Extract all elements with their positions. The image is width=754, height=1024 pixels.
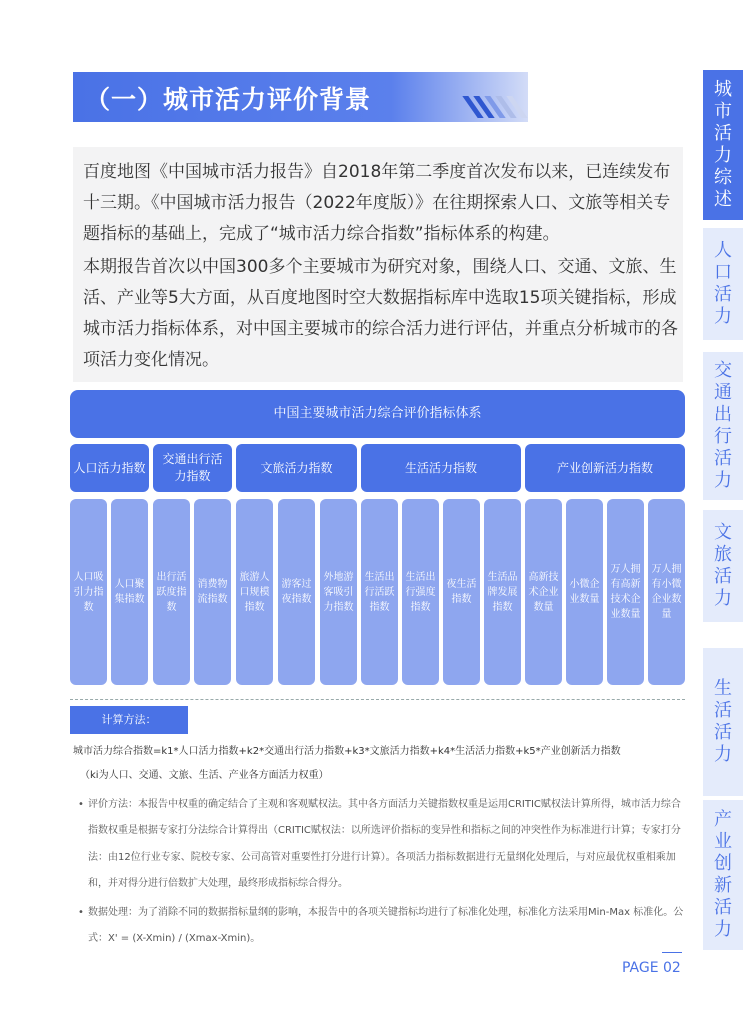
indicator-box: 小微企业数量 xyxy=(566,499,603,685)
indicator-box: 旅游人口规模指数 xyxy=(236,499,273,685)
indicator-box: 外地游客吸引力指数 xyxy=(320,499,357,685)
side-tab-culture-tourism-vitality[interactable] xyxy=(703,510,743,622)
page-number: PAGE 02 xyxy=(622,960,681,976)
indicator-box: 生活出行活跃指数 xyxy=(361,499,398,685)
divider xyxy=(70,699,685,700)
intro-paragraph-2: 本期报告首次以中国300多个主要城市为研究对象，围绕人口、交通、文旅、生活、产业等5大方面，从百度地图时空大数据指标库中选取15项关键指标，形成城市活力指标体系，对中国主要城市的综合活力进行评估，并重点分析城市的各项活力变化情况。 xyxy=(83,257,678,370)
bullet-icon: • xyxy=(78,907,84,918)
calc-method-label: 计算方法： xyxy=(70,706,188,734)
side-tab-industry-innovation-vitality[interactable] xyxy=(703,800,743,950)
side-nav xyxy=(703,70,743,950)
note-data-processing xyxy=(78,900,684,953)
side-tab-label: 文旅活力 xyxy=(714,522,732,609)
indicator-box: 出行活跃度指数 xyxy=(153,499,190,685)
side-tab-label: 产业创新活力 xyxy=(714,809,732,940)
diagram-title: 中国主要城市活力综合评价指标体系 xyxy=(70,390,685,438)
indicator-box: 人口吸引力指数 xyxy=(70,499,107,685)
category-box: 文旅活力指数 xyxy=(236,444,357,492)
indicator-box: 夜生活指数 xyxy=(443,499,480,685)
indicator-box: 人口聚集指数 xyxy=(111,499,148,685)
indicator-box: 万人拥有高新技术企业数量 xyxy=(607,499,644,685)
intro-paragraph-1: 百度地图《中国城市活力报告》自2018年第二季度首次发布以来，已连续发布十三期。《中国城市活力报告（2022年度版）》在往期探索人口、文旅等相关专题指标的基础上，完成了“城市活力综合指数”指标体系的构建。 xyxy=(83,162,671,244)
formula-text: 城市活力综合指数=k1*人口活力指数+k2*交通出行活力指数+k3*文旅活力指数+k4*生活活力指数+k5*产业创新活力指数 xyxy=(73,746,621,757)
note-text: 数据处理：为了消除不同的数据指标量纲的影响，本报告中的各项关键指标均进行了标准化处理，标准化方法采用Min-Max 标准化。公式：X' = (X-Xmin) / (Xmax-Xmin)。 xyxy=(88,907,684,945)
side-tab-label: 生活活力 xyxy=(714,678,732,765)
category-box: 生活活力指数 xyxy=(361,444,521,492)
title-stripes-decoration xyxy=(470,96,524,118)
indicator-box: 万人拥有小微企业数量 xyxy=(648,499,685,685)
side-tab-label: 城市活力综述 xyxy=(714,79,732,210)
side-tab-transport-vitality[interactable] xyxy=(703,352,743,500)
side-tab-label: 交通出行活力 xyxy=(714,360,732,491)
indicator-box: 消费物流指数 xyxy=(194,499,231,685)
category-box: 交通出行活力指数 xyxy=(153,444,232,492)
category-box: 产业创新活力指数 xyxy=(525,444,685,492)
page-number-rule xyxy=(662,952,682,953)
note-evaluation-method xyxy=(78,792,684,897)
section-title: （一）城市活力评价背景 xyxy=(85,85,372,114)
category-box: 人口活力指数 xyxy=(70,444,149,492)
intro-box xyxy=(73,147,683,382)
side-tab-life-vitality[interactable] xyxy=(703,648,743,796)
side-tab-population-vitality[interactable] xyxy=(703,228,743,340)
bullet-icon: • xyxy=(78,799,84,810)
indicator-box: 生活出行强度指数 xyxy=(402,499,439,685)
formula-note: （ki为人口、交通、文旅、生活、产业各方面活力权重） xyxy=(80,770,329,781)
indicator-box: 高新技术企业数量 xyxy=(525,499,562,685)
section-title-bar xyxy=(73,72,528,122)
note-text: 评价方法：本报告中权重的确定结合了主观和客观赋权法。其中各方面活力关键指数权重是运用CRITIC赋权法计算所得，城市活力综合指数权重是根据专家打分法综合计算得出（CRITIC赋权法：以所选评价指标的变异性和指标之间的冲突性作为标准进行计算；专家打分法：由12位行业专家、院校专家、公司高管对重要性打分进行计算）。各项活力指标数据进行无量纲化处理后，与对应最优权重相乘加和，并对得分进行倍数扩大处理，最终形成指标综合得分。 xyxy=(88,799,681,889)
side-tab-label: 人口活力 xyxy=(714,240,732,327)
side-tab-city-vitality-overview[interactable] xyxy=(703,70,743,220)
indicator-box: 生活品牌发展指数 xyxy=(484,499,521,685)
indicator-box: 游客过夜指数 xyxy=(278,499,315,685)
